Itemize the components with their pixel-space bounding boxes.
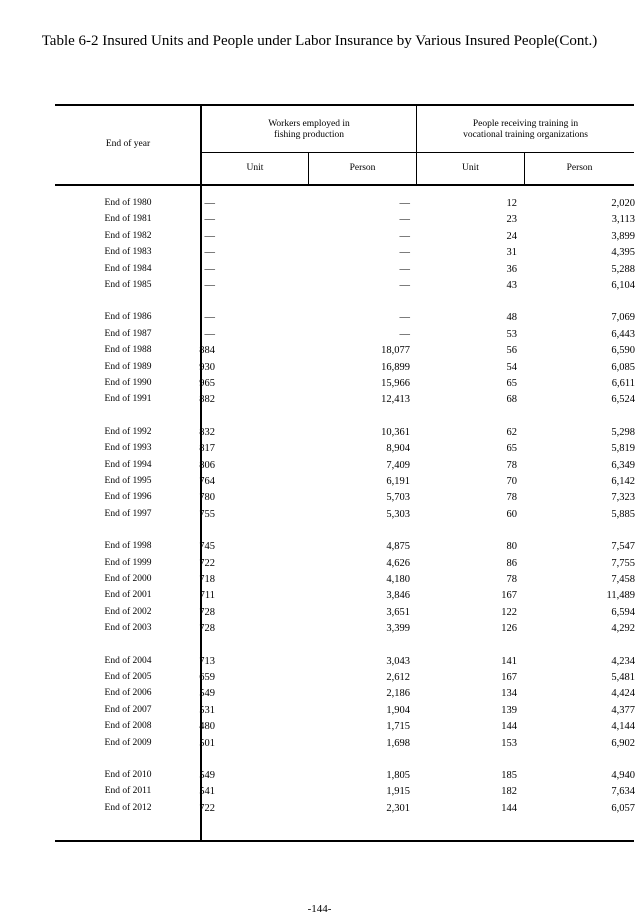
year-cell: End of 2009 [104,737,152,748]
training-person-cell: 11,489 [606,590,635,602]
training-unit-cell: 134 [501,688,517,700]
training-unit-cell: 78 [506,492,517,504]
table-row [55,280,634,296]
fishing-unit-cell: 722 [199,557,215,569]
table-bottom-rule [55,840,634,842]
fishing-person-cell: 1,915 [386,786,410,798]
year-cell: End of 1981 [104,214,152,225]
training-person-cell: 5,885 [611,508,635,520]
fishing-person-cell: — [399,312,410,324]
fishing-unit-cell: 659 [199,672,215,683]
training-unit-cell: 167 [501,672,517,683]
table-row [55,492,634,508]
fishing-unit-cell: 480 [199,721,215,733]
year-cell: End of 2004 [104,655,152,666]
fishing-person-header: Person [349,163,376,173]
training-group-header-line1: People receiving training in [472,119,579,129]
training-person-cell: 4,234 [611,655,635,667]
fishing-unit-cell: 711 [199,590,215,602]
header-mid-rule [201,152,634,153]
training-unit-cell: 56 [506,345,517,357]
table-row [55,329,634,345]
fishing-person-cell: 3,043 [386,655,410,667]
table-row [55,558,634,574]
year-cell: End of 2000 [104,574,152,584]
header-bottom-rule [55,184,634,186]
training-person-cell: 6,524 [611,394,635,406]
training-unit-cell: 86 [506,557,517,569]
table-row [55,770,634,786]
table-row [55,394,634,410]
year-cell: End of 2007 [104,704,152,715]
training-unit-cell: 62 [506,426,517,438]
training-unit-cell: 48 [506,312,517,324]
year-cell: End of 1983 [104,247,152,258]
table-top-rule [55,104,634,106]
table-row [55,460,634,476]
fishing-person-cell: 6,191 [386,476,410,487]
training-unit-cell: 12 [506,198,517,209]
fishing-person-cell: 2,186 [386,688,410,700]
fishing-person-cell: 3,846 [386,590,410,602]
fishing-unit-cell: — [204,198,215,209]
fishing-unit-cell: — [204,280,215,291]
training-unit-cell: 65 [506,378,517,389]
fishing-person-cell: 1,904 [386,704,410,716]
training-person-cell: 7,069 [611,312,635,324]
fishing-group-header-line1: Workers employed in [268,119,350,129]
year-cell: End of 1984 [104,263,152,274]
training-person-cell: 5,819 [611,443,635,455]
fishing-unit-header: Unit [246,163,264,173]
page-number: -144- [307,903,332,915]
fishing-unit-cell: 884 [199,345,215,357]
table-row [55,312,634,328]
training-person-cell: 2,020 [611,198,635,209]
fishing-unit-cell: 806 [199,459,215,471]
table-row [55,231,634,247]
training-person-cell: 7,634 [611,786,635,798]
table-row [55,590,634,606]
training-unit-cell: 23 [506,214,517,226]
fishing-unit-cell: 817 [199,443,215,455]
fishing-person-cell: 4,180 [386,574,410,585]
training-unit-header: Unit [462,163,479,173]
fishing-person-cell: 4,626 [386,557,410,569]
training-unit-cell: 185 [501,770,517,781]
training-person-cell: 6,085 [611,361,635,373]
table-row [55,705,634,721]
table-row [55,198,634,214]
year-cell: End of 1993 [104,443,152,454]
year-cell: End of 1982 [104,230,152,241]
training-unit-cell: 144 [501,802,517,814]
training-unit-cell: 54 [506,361,517,373]
year-cell: End of 2006 [104,688,152,699]
fishing-person-cell: 5,703 [386,492,410,504]
training-unit-cell: 122 [501,606,517,618]
fishing-person-cell: 7,409 [386,459,410,471]
training-unit-cell: 139 [501,704,517,716]
training-person-cell: 5,481 [611,672,635,683]
training-person-cell: 4,424 [611,688,635,700]
fishing-unit-cell: 780 [199,492,215,504]
training-unit-cell: 31 [506,247,517,259]
training-person-cell: 4,144 [611,721,635,733]
fishing-person-cell: 8,904 [386,443,410,455]
fishing-unit-cell: 531 [199,704,215,716]
training-unit-cell: 24 [506,230,517,242]
training-unit-cell: 182 [501,786,517,798]
fishing-unit-cell: 728 [199,623,215,635]
year-cell: End of 1995 [104,476,152,486]
year-cell: End of 1987 [104,328,152,339]
fishing-unit-cell: — [204,214,215,226]
fishing-person-cell: — [399,247,410,259]
fishing-person-cell: — [399,230,410,242]
training-person-cell: 7,323 [611,492,635,504]
fishing-person-cell: — [399,214,410,226]
year-cell: End of 1980 [104,198,152,208]
fishing-person-cell: 10,361 [381,426,410,438]
table-row [55,378,634,394]
fishing-unit-cell: 832 [199,426,215,438]
training-person-cell: 7,547 [611,541,635,553]
fishing-unit-cell: — [204,230,215,242]
training-person-cell: 6,057 [611,802,635,814]
fishing-unit-cell: 745 [199,541,215,553]
table-row [55,574,634,590]
training-person-header: Person [566,163,593,173]
training-unit-cell: 70 [506,476,517,487]
table-row [55,214,634,230]
year-cell: End of 2008 [104,721,152,732]
year-cell: End of 1985 [104,280,152,290]
fishing-person-cell: 16,899 [381,361,410,373]
fishing-unit-cell: 728 [199,606,215,618]
year-cell: End of 2012 [104,802,152,813]
table-row [55,656,634,672]
fishing-person-cell: 4,875 [386,541,410,553]
table-row [55,509,634,525]
year-cell: End of 2003 [104,623,152,634]
training-unit-cell: 141 [501,655,517,667]
page-title: Table 6-2 Insured Units and People under Labor Insurance by Various Insured People(Cont.) [41,33,598,49]
table-row [55,607,634,623]
year-cell: End of 1986 [104,312,152,323]
training-unit-cell: 167 [501,590,517,602]
training-person-cell: 6,142 [611,476,635,487]
table-row [55,476,634,492]
table-row [55,738,634,754]
fishing-person-cell: 15,966 [381,378,410,389]
fishing-unit-cell: 965 [199,378,215,389]
training-unit-cell: 126 [501,623,517,635]
training-person-cell: 5,298 [611,426,635,438]
year-cell: End of 1997 [104,508,152,519]
training-person-cell: 3,899 [611,230,635,242]
year-cell: End of 2002 [104,606,152,617]
table-row [55,345,634,361]
year-cell: End of 1999 [104,557,152,568]
training-unit-cell: 65 [506,443,517,455]
training-person-cell: 4,377 [611,704,635,716]
data-table [55,104,634,842]
fishing-unit-cell: 541 [199,786,215,798]
fishing-person-cell: — [399,280,410,291]
fishing-unit-cell: 501 [199,737,215,749]
table-row [55,623,634,639]
fishing-person-cell: 1,805 [386,770,410,781]
table-row [55,688,634,704]
year-header: End of year [105,139,151,149]
fishing-person-cell: 2,301 [386,802,410,814]
table-row [55,362,634,378]
training-person-cell: 6,443 [611,328,635,340]
fishing-person-cell: 12,413 [381,394,410,406]
year-cell: End of 1996 [104,492,152,503]
training-person-cell: 7,755 [611,557,635,569]
training-person-cell: 6,594 [611,606,635,618]
year-cell: End of 2005 [104,672,152,682]
fishing-person-cell: 2,612 [386,672,410,683]
fishing-unit-cell: 713 [199,655,215,667]
training-unit-cell: 78 [506,574,517,585]
year-cell: End of 1990 [104,378,152,388]
year-cell: End of 1988 [104,345,152,356]
fishing-unit-cell: 718 [199,574,215,585]
fishing-unit-cell: 549 [199,688,215,700]
training-person-cell: 4,940 [611,770,635,781]
fishing-group-header-line2: fishing production [274,130,344,140]
fishing-unit-cell: 764 [199,476,215,487]
fishing-person-cell: — [399,328,410,340]
table-row [55,247,634,263]
fishing-unit-cell: 722 [199,802,215,814]
year-cell: End of 2011 [104,786,152,797]
training-group-header [417,119,634,141]
fishing-person-cell: — [399,198,410,209]
training-person-cell: 7,458 [611,574,635,585]
fishing-unit-cell: — [204,263,215,275]
training-unit-cell: 144 [501,721,517,733]
training-person-cell: 4,292 [611,623,635,635]
table-row [55,803,634,819]
fishing-person-cell: 5,303 [386,508,410,520]
table-row [55,264,634,280]
year-cell: End of 1994 [104,459,152,470]
fishing-unit-cell: 882 [199,394,215,406]
fishing-person-cell: 3,399 [386,623,410,635]
table-row [55,443,634,459]
table-row [55,721,634,737]
training-person-cell: 6,902 [611,737,635,749]
fishing-person-cell: 18,077 [381,345,410,357]
table-row [55,541,634,557]
fishing-person-cell: 1,715 [386,721,410,733]
training-person-cell: 6,611 [611,378,635,389]
training-person-cell: 6,349 [611,459,635,471]
training-unit-cell: 153 [501,737,517,749]
training-person-cell: 5,288 [611,263,635,275]
training-person-cell: 3,113 [611,214,635,226]
table-row [55,672,634,688]
year-cell: End of 2001 [104,590,152,601]
table-row [55,786,634,802]
fishing-group-header [202,119,416,141]
year-cell: End of 1989 [104,361,152,372]
fishing-unit-cell: — [204,312,215,324]
fishing-unit-cell: 549 [199,770,215,781]
training-person-cell: 6,590 [611,345,635,357]
training-person-cell: 6,104 [611,280,635,291]
fishing-person-cell: — [399,263,410,275]
year-cell: End of 1992 [104,426,152,437]
fishing-person-cell: 3,651 [386,606,410,618]
fishing-unit-cell: — [204,247,215,259]
fishing-unit-cell: — [204,328,215,340]
training-person-cell: 4,395 [611,247,635,259]
fishing-unit-cell: 755 [199,508,215,520]
year-cell: End of 1991 [104,394,152,405]
training-unit-cell: 68 [506,394,517,406]
fishing-unit-cell: 930 [199,361,215,373]
training-unit-cell: 36 [506,263,517,275]
table-row [55,427,634,443]
year-cell: End of 2010 [104,770,152,780]
training-unit-cell: 80 [506,541,517,553]
training-unit-cell: 78 [506,459,517,471]
training-unit-cell: 60 [506,508,517,520]
fishing-person-cell: 1,698 [386,737,410,749]
training-unit-cell: 53 [506,328,517,340]
training-group-header-line2: vocational training organizations [463,130,588,140]
year-cell: End of 1998 [104,541,152,552]
training-unit-cell: 43 [506,280,517,291]
